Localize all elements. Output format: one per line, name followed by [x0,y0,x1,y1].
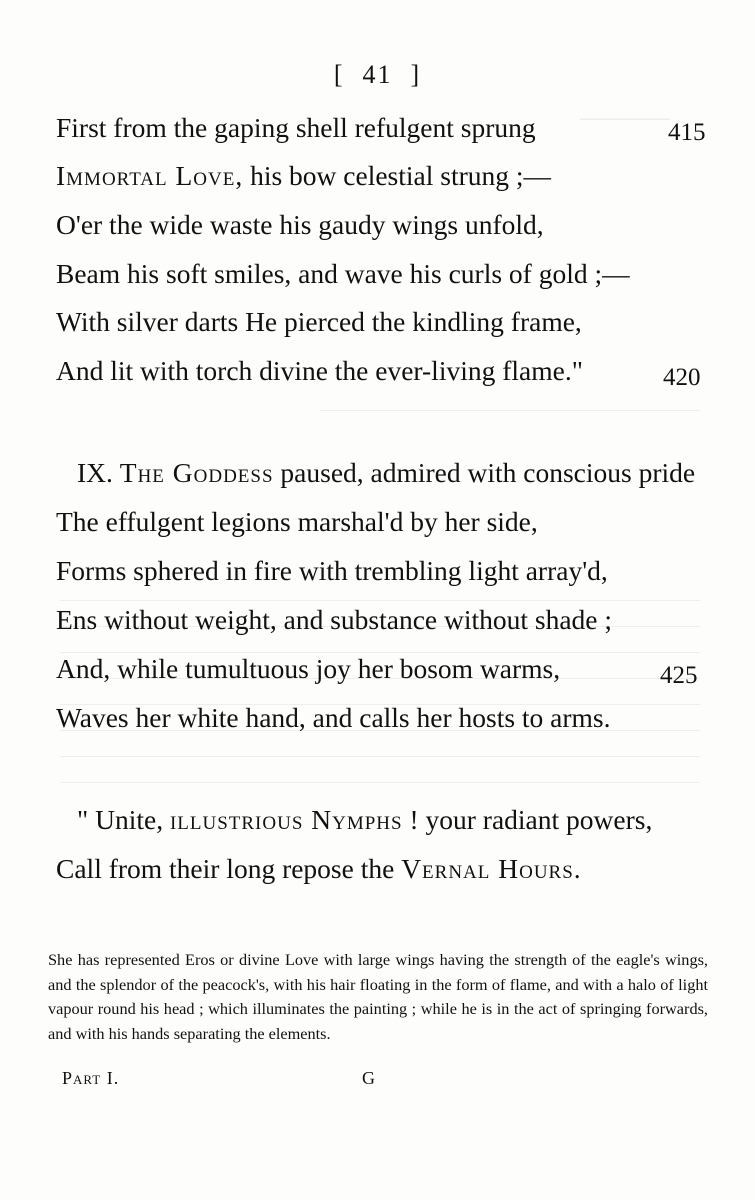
verse-line [77,804,652,836]
footnote-text: She has represented Eros or divine Love with large wings having the strength of the eagle's wings, and the splendor of the peacock's, with his hair floating in the form of flame, and with a halo of light vapour round his head ; which illuminates the painting ; while he is in the act of springing forwards, and with his hands separating the elements. [48,950,708,1043]
verse-line [56,355,583,387]
verse-line [77,457,695,489]
small-caps-name: Immortal Love, [56,160,244,191]
verse-text: Beam his soft smiles, and wave his curls of gold ;— [56,258,630,289]
small-caps-name: The Goddess [119,457,274,488]
verse-line [56,506,538,538]
verse-line [56,702,611,734]
line-number: 420 [663,364,701,391]
verse-text: his bow celestial strung ;— [243,160,552,191]
verse-text: paused, admired with conscious pride [273,457,696,488]
part-label: Part I. [62,1068,120,1088]
verse-line [56,258,630,290]
line-number: 425 [660,662,698,689]
verse-text: And lit with torch divine the ever-living flame." [56,355,583,386]
stanza-numeral: IX. [77,457,120,488]
signature-mark: G [362,1068,375,1088]
show-through-lines: ——— [580,100,670,133]
verse-text: . [573,853,581,884]
verse-text: First from the gaping shell refulgent sprung [56,112,536,143]
header-bracket-close: ] [410,60,422,89]
small-caps-name: illustrious Nymphs [169,804,403,835]
verse-line [56,112,536,144]
verse-line [56,604,612,636]
verse-text: " Unite, [77,804,170,835]
verse-text: The effulgent legions marshal'd by her side, [56,506,538,537]
verse-text: And, while tumultuous joy her bosom warms, [56,653,561,684]
verse-text: With silver darts He pierced the kindling frame, [56,306,582,337]
verse-line [56,653,560,685]
verse-line [56,209,544,241]
verse-text: Waves her white hand, and calls her hosts to arms. [56,702,611,733]
verse-text: Call from their long repose the [56,853,402,884]
small-caps-name: Vernal Hours [401,853,574,884]
verse-line [56,853,581,885]
line-number: 415 [668,119,706,146]
header-bracket-open: [ [333,60,345,89]
footnote [48,948,708,1046]
verse-line [56,306,582,338]
verse-text: ! your radiant powers, [402,804,653,835]
page-number: 41 [362,60,393,89]
verse-text: Forms sphered in fire with trembling light array'd, [56,555,608,586]
page-header [0,60,755,90]
show-through-lines [320,410,700,412]
verse-text: Ens without weight, and substance without shade ; [56,604,613,635]
verse-line [56,160,551,192]
verse-line [56,555,608,587]
verse-text: O'er the wide waste his gaudy wings unfold, [56,209,544,240]
